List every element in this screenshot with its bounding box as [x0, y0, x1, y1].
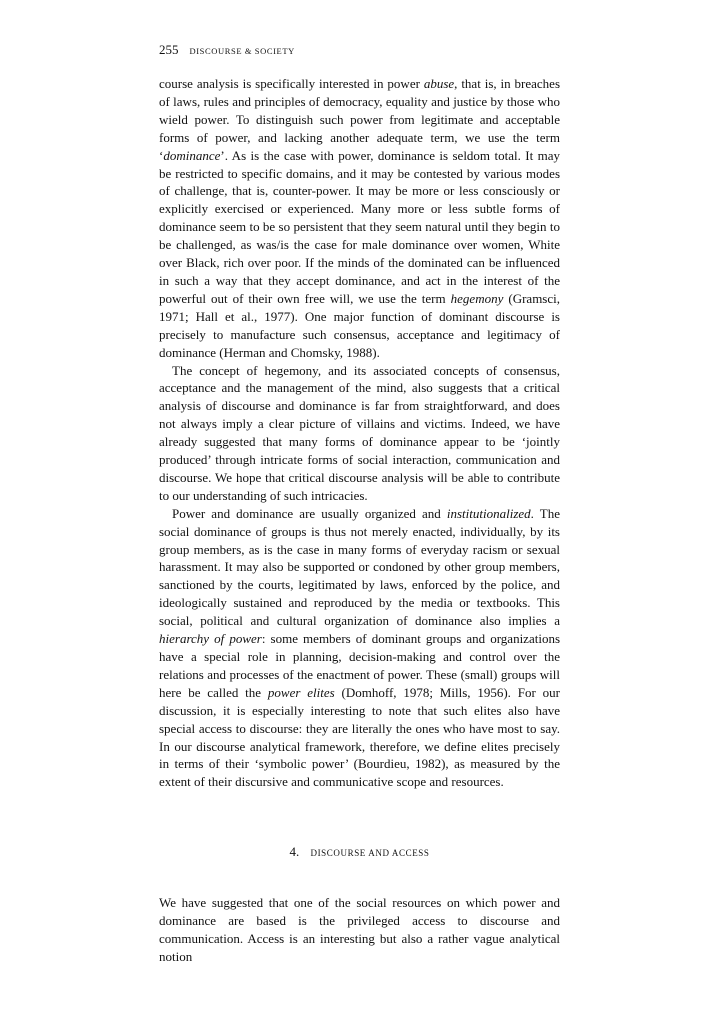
section-number: 4. — [289, 844, 300, 860]
text-run: We have suggested that one of the social resources on which power and dominance are based is the privileged access to discourse and communication. Access is an interesting but also a rather vague analytical notion — [159, 895, 560, 964]
text-run: course analysis is specifically interested in power — [159, 76, 424, 91]
text-run: The concept of hegemony, and its associated concepts of consensus, acceptance and the management of the mind, also suggests that a critical analysis of discourse and dominance is far from straightforward, and does not always imply a clear picture of villains and victims. Indeed, we have already suggested that many forms of dominance appear to be ‘jointly produced’ through intricate forms of social interaction, communication and discourse. We hope that critical discourse analysis will be able to contribute to our understanding of such intricacies. — [159, 362, 560, 503]
section-body-text — [159, 894, 560, 966]
text-run: : some members of dominant groups and organizations have a special role in planning, decision-making and control over the relations and processes of the enactment of power. These (small) groups will here be called the — [159, 631, 560, 700]
page-number: 255 — [159, 42, 179, 57]
paragraph — [159, 75, 560, 362]
paragraph — [159, 894, 560, 966]
page-body — [159, 40, 560, 966]
section-heading — [159, 843, 560, 862]
journal-title: DISCOURSE & SOCIETY — [189, 46, 295, 56]
section-title: DISCOURSE AND ACCESS — [310, 848, 430, 859]
italic-run: abuse — [423, 76, 455, 91]
text-run: (Gramsci, 1971; Hall et al., 1977). One major function of dominant discourse is precisely to manufacture such consensus, acceptance and legitimacy of dominance (Herman and Chomsky, 1988). — [159, 290, 560, 360]
italic-run: hierarchy of power — [159, 631, 262, 647]
text-run: (Domhoff, 1978; Mills, 1956). For our discussion, it is especially interesting to note that such elites also have special access to discourse: they are literally the ones who have most to say. In our discourse analytical framework, therefore, we define elites precisely in terms of their ‘symbolic power’ (Bourdieu, 1982), as measured by the extent of their discursive and communicative scope and resources. — [159, 684, 560, 790]
paragraph — [159, 362, 560, 505]
italic-run: power elites — [267, 684, 335, 700]
text-run: . The social dominance of groups is thus not merely enacted, individually, by its group members, as is the case in many forms of everyday racism or sexual harassment. It may also be supported or condoned by other group members, sanctioned by the courts, legitimated by laws, enforced by the police, and ideologically sustained and reproduced by the media or textbooks. This social, political and cultural organization of dominance also implies a — [159, 505, 560, 629]
italic-run: dominance — [163, 147, 221, 163]
body-text — [159, 75, 560, 791]
paragraph — [159, 505, 560, 792]
text-run: ’. As is the case with power, dominance is seldom total. It may be restricted to specific domains, and it may be contested by various modes of challenge, that is, counter-power. It may be more or less consciously or explicitly exercised or experienced. Many more or less subtle forms of dominance seem to be so persistent that they seem natural until they begin to be challenged, as was/is the case for male dominance over women, White over Black, rich over poor. If the minds of the dominated can be influenced in such a way that they accept dominance, and act in the interest of the powerful out of their own free will, we use the term — [159, 147, 560, 306]
italic-run: hegemony — [450, 290, 504, 306]
italic-run: institutionalized — [446, 505, 531, 521]
text-run: , that is, in breaches of laws, rules and principles of democracy, equality and justice by those who wield power. To distinguish such power from legitimate and acceptable forms of power, and lacking another adequate term, we use the term ‘ — [159, 76, 561, 163]
text-run: Power and dominance are usually organized and — [172, 505, 447, 521]
running-head — [159, 40, 560, 60]
